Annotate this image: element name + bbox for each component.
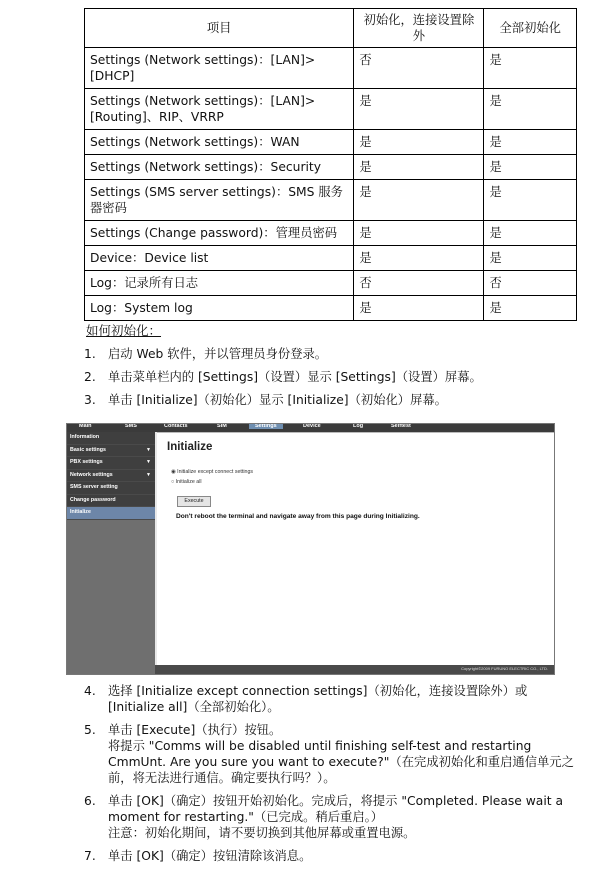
execute-button[interactable]: Execute — [177, 496, 211, 507]
main-panel — [157, 432, 554, 665]
table-cell: 是 — [484, 180, 577, 221]
list-item — [84, 683, 579, 715]
table-cell: 是 — [484, 296, 577, 321]
steps-list-a — [84, 346, 584, 415]
menu-settings[interactable]: Settings — [249, 423, 283, 429]
table-cell: Settings (Change password)：管理员密码 — [85, 221, 354, 246]
table-cell: Log：记录所有日志 — [85, 271, 354, 296]
table-cell: 是 — [484, 221, 577, 246]
table-row — [85, 130, 577, 155]
step-number: 1. — [84, 347, 96, 361]
header-init-except: 初始化，连接设置除外 — [354, 9, 484, 48]
table-row — [85, 180, 577, 221]
table-cell: 是 — [354, 130, 484, 155]
sidebar — [67, 432, 155, 674]
table-cell: Settings (SMS server settings)：SMS 服务器密码 — [85, 180, 354, 221]
how-to-heading: 如何初始化： — [86, 323, 162, 338]
radio-label: Initialize except connect settings — [177, 469, 254, 475]
table-cell: 否 — [484, 271, 577, 296]
list-item — [84, 346, 584, 362]
radio-label: Initialize all — [175, 479, 202, 485]
radio-init-except[interactable] — [171, 469, 253, 475]
table-cell: 是 — [484, 155, 577, 180]
menu-sms[interactable]: SMS — [125, 423, 137, 429]
step-text: 将提示 "Comms will be disabled until finishing self-test and restarting CmmUnt. Are you sure you want to execute?"（在完成初始化和重启通信单元之前，将无法进行通信。确定要执行吗？）。 — [108, 739, 574, 785]
sidebar-item-initialize[interactable] — [67, 507, 155, 520]
table-cell: 否 — [354, 271, 484, 296]
web-ui-screenshot — [66, 423, 555, 675]
step-number: 4. — [84, 684, 96, 698]
table-row — [85, 89, 577, 130]
table-cell: 是 — [484, 246, 577, 271]
warning-text: Don't reboot the terminal and navigate away from this page during Initializing. — [176, 513, 420, 520]
step-number: 6. — [84, 794, 96, 808]
table-cell: 是 — [354, 221, 484, 246]
sidebar-item-label: Information — [70, 434, 100, 440]
table-row — [85, 246, 577, 271]
step-note: 注意：初始化期间，请不要切换到其他屏幕或重置电源。 — [108, 826, 416, 840]
radio-init-all[interactable] — [171, 479, 202, 485]
menu-contacts[interactable]: Contacts — [164, 423, 188, 429]
sidebar-item-information[interactable] — [67, 432, 155, 445]
step-number: 2. — [84, 370, 96, 384]
copyright: Copyright©2009 FURUNO ELECTRIC CO., LTD. — [461, 666, 548, 671]
step-text: 启动 Web 软件，并以管理员身份登录。 — [108, 347, 328, 361]
step-number: 3. — [84, 393, 96, 407]
page-title: Initialize — [167, 441, 213, 453]
chevron-down-icon: ▼ — [146, 459, 151, 465]
step-text: 单击 [OK]（确定）按钮开始初始化。完成后，将提示 "Completed. Please wait a moment for restarting."（已完成。稍后重启。） — [108, 794, 564, 824]
chevron-down-icon: ▼ — [146, 446, 151, 453]
radio-selected-icon: ◉ — [171, 469, 176, 475]
table-row — [85, 155, 577, 180]
step-text: 单击 [Execute]（执行）按钮。 — [108, 723, 282, 737]
footer-bar — [155, 665, 554, 674]
sidebar-item-label: Change password — [70, 496, 116, 503]
menu-selftest[interactable]: Selftest — [391, 423, 411, 429]
sidebar-item-label: Initialize — [70, 509, 91, 515]
step-text: 单击 [Initialize]（初始化）显示 [Initialize]（初始化）屏幕。 — [108, 393, 447, 407]
table-row — [85, 271, 577, 296]
table-cell: Settings (Network settings)：[LAN]>[Routing]、RIP、VRRP — [85, 89, 354, 130]
table-cell: 是 — [484, 89, 577, 130]
sidebar-item-pbx-settings[interactable] — [67, 457, 155, 470]
table-cell: Device：Device list — [85, 246, 354, 271]
menu-sim[interactable]: SIM — [217, 423, 227, 429]
radio-empty-icon: ○ — [171, 479, 175, 485]
sidebar-item-label: PBX settings — [70, 459, 103, 465]
menu-device[interactable]: Device — [303, 423, 321, 429]
list-item — [84, 369, 584, 385]
table-cell: 是 — [354, 246, 484, 271]
sidebar-item-label: Basic settings — [70, 446, 106, 453]
step-number: 7. — [84, 849, 96, 863]
sidebar-item-label: SMS server setting — [70, 484, 118, 490]
table-row — [85, 221, 577, 246]
menu-log[interactable]: Log — [353, 423, 364, 429]
step-number: 5. — [84, 723, 96, 737]
table-cell: 是 — [354, 180, 484, 221]
sidebar-item-network-settings[interactable] — [67, 470, 155, 483]
table-cell: Settings (Network settings)：Security — [85, 155, 354, 180]
init-settings-table — [84, 8, 577, 321]
sidebar-item-label: Network settings — [70, 471, 113, 478]
list-item — [84, 793, 579, 841]
table-cell: Settings (Network settings)：WAN — [85, 130, 354, 155]
table-row — [85, 48, 577, 89]
table-cell: 是 — [354, 155, 484, 180]
sidebar-item-sms-server-setting[interactable] — [67, 482, 155, 495]
menu-bar — [67, 424, 554, 432]
list-item — [84, 392, 584, 408]
sidebar-item-change-password[interactable] — [67, 495, 155, 508]
table-cell: 是 — [484, 48, 577, 89]
list-item — [84, 722, 579, 786]
chevron-down-icon: ▼ — [146, 471, 151, 478]
steps-list-b — [84, 683, 579, 871]
menu-main[interactable]: Main — [79, 423, 92, 429]
step-text: 单击 [OK]（确定）按钮清除该消息。 — [108, 849, 312, 863]
header-init-all: 全部初始化 — [484, 9, 577, 48]
table-cell: 否 — [354, 48, 484, 89]
table-cell: 是 — [354, 89, 484, 130]
step-text: 单击菜单栏内的 [Settings]（设置）显示 [Settings]（设置）屏幕。 — [108, 370, 482, 384]
table-cell: 是 — [484, 130, 577, 155]
table-cell: 是 — [354, 296, 484, 321]
table-cell: Log：System log — [85, 296, 354, 321]
list-item — [84, 848, 579, 864]
table-cell: Settings (Network settings)：[LAN]>[DHCP] — [85, 48, 354, 89]
step-text: 选择 [Initialize except connection settings]（初始化，连接设置除外）或 [Initialize all]（全部初始化）。 — [108, 684, 528, 714]
header-item: 项目 — [85, 9, 354, 48]
sidebar-item-basic-settings[interactable] — [67, 445, 155, 458]
table-row — [85, 296, 577, 321]
table-header-row — [85, 9, 577, 48]
